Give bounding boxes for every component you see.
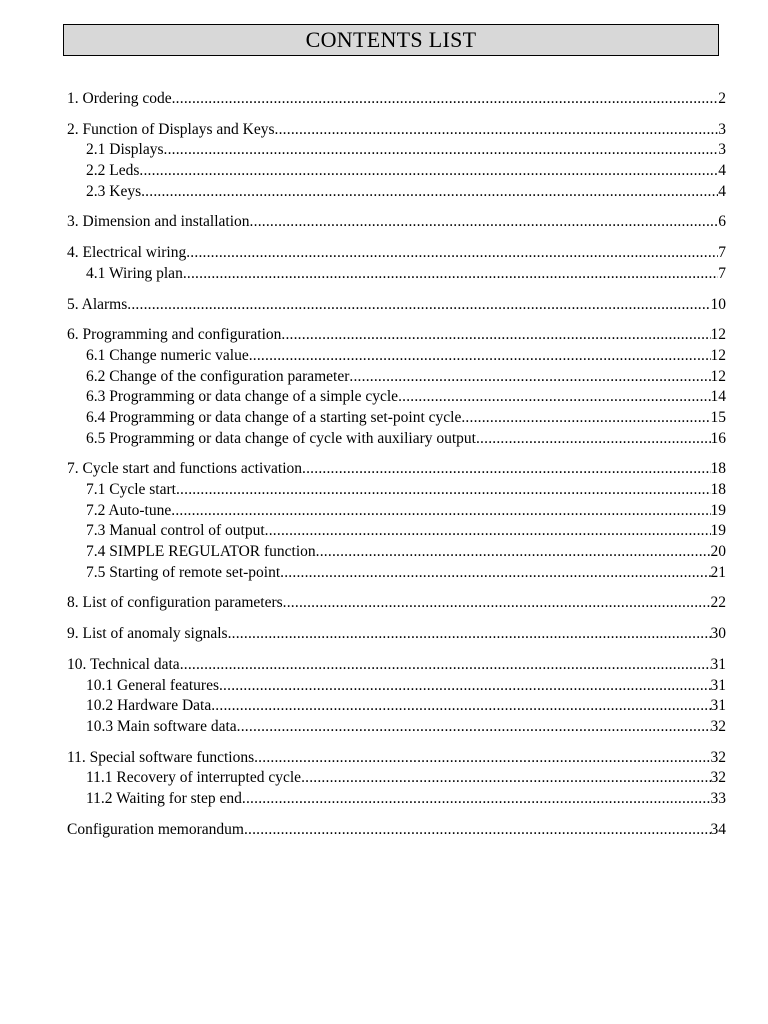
toc-page-number: 18	[710, 460, 726, 478]
toc-entry[interactable]	[67, 655, 726, 676]
toc-entry-label: 6.5 Programming or data change of cycle with auxiliary output	[86, 429, 476, 447]
toc-section	[67, 624, 726, 645]
toc-entry[interactable]	[67, 593, 726, 614]
dot-leader	[172, 89, 719, 110]
toc-page-number: 4	[718, 162, 726, 180]
toc-subentry[interactable]	[67, 264, 726, 285]
toc-section	[67, 243, 726, 284]
dot-leader	[127, 295, 710, 316]
toc-section	[67, 593, 726, 614]
toc-entry-label: 3. Dimension and installation	[67, 213, 250, 231]
toc-entry-label: 6.2 Change of the configuration parameter	[86, 367, 350, 385]
toc-page-number: 15	[710, 408, 726, 426]
dot-leader	[283, 593, 711, 614]
toc-subentry[interactable]	[67, 140, 726, 161]
dot-leader	[250, 212, 719, 233]
toc-page-number: 2	[718, 90, 726, 107]
page-title: CONTENTS LIST	[305, 27, 477, 52]
toc-page-number: 3	[718, 141, 726, 159]
toc-page-number: 19	[710, 522, 726, 540]
toc-page-number: 3	[718, 120, 726, 138]
toc-subentry[interactable]	[67, 717, 726, 738]
toc-subentry[interactable]	[67, 789, 726, 810]
toc-entry-label: 7.4 SIMPLE REGULATOR function	[86, 543, 316, 561]
toc-entry-label: 9. List of anomaly signals	[67, 625, 228, 643]
toc-page-number: 31	[710, 655, 726, 673]
toc-entry[interactable]	[67, 748, 726, 769]
toc-entry[interactable]	[67, 89, 726, 110]
dot-leader	[476, 429, 711, 450]
toc-section	[67, 325, 726, 449]
dot-leader	[176, 480, 711, 501]
toc-entry-label: Configuration memorandum	[67, 820, 244, 838]
toc-page-number: 32	[710, 769, 726, 787]
toc-subentry[interactable]	[67, 696, 726, 717]
dot-leader	[281, 325, 710, 346]
toc-page-number: 21	[710, 563, 726, 581]
toc-subentry[interactable]	[67, 542, 726, 563]
toc-entry-label: 2.3 Keys	[86, 182, 142, 200]
toc-entry-label: 11.2 Waiting for step end	[86, 789, 242, 807]
toc-entry-label: 6.4 Programming or data change of a starting set-point cycle	[86, 408, 462, 426]
toc-page-number: 14	[710, 388, 726, 406]
toc-entry[interactable]	[67, 212, 726, 233]
toc-entry-label: 6. Programming and configuration	[67, 326, 282, 344]
toc-entry-label: 11.1 Recovery of interrupted cycle	[86, 769, 302, 787]
dot-leader	[244, 820, 711, 841]
dot-leader	[302, 459, 710, 480]
toc-section	[67, 748, 726, 810]
dot-leader	[254, 748, 710, 769]
toc-entry[interactable]	[67, 820, 726, 841]
toc-subentry[interactable]	[67, 367, 726, 388]
toc-entry-label: 2.1 Displays	[86, 141, 164, 159]
toc-section	[67, 295, 726, 316]
toc-entry[interactable]	[67, 325, 726, 346]
toc-entry[interactable]	[67, 120, 726, 141]
toc-subentry[interactable]	[67, 501, 726, 522]
toc-page-number: 32	[710, 717, 726, 735]
toc-subentry[interactable]	[67, 387, 726, 408]
dot-leader	[280, 563, 710, 584]
toc-subentry[interactable]	[67, 182, 726, 203]
toc-entry-label: 4.1 Wiring plan	[86, 264, 183, 282]
dot-leader	[164, 140, 719, 161]
dot-leader	[171, 501, 710, 522]
toc-page-number: 18	[710, 481, 726, 498]
toc-section	[67, 655, 726, 738]
toc-page-number: 32	[710, 748, 726, 766]
toc-section	[67, 212, 726, 233]
toc-entry-label: 7.3 Manual control of output	[86, 522, 265, 540]
dot-leader	[219, 676, 711, 697]
toc-entry[interactable]	[67, 295, 726, 316]
toc-page-number: 7	[718, 244, 726, 262]
dot-leader	[349, 367, 710, 388]
toc-page-number: 10	[710, 295, 726, 313]
toc-entry-label: 10.2 Hardware Data	[86, 697, 212, 715]
toc-entry-label: 7.1 Cycle start	[86, 481, 176, 498]
toc-page-number: 33	[710, 789, 726, 807]
toc-entry-label: 4. Electrical wiring	[67, 244, 187, 262]
toc-section	[67, 120, 726, 203]
toc-page-number: 12	[710, 367, 726, 385]
toc-subentry[interactable]	[67, 161, 726, 182]
dot-leader	[316, 542, 711, 563]
toc-entry-label: 8. List of configuration parameters	[67, 594, 283, 612]
toc-subentry[interactable]	[67, 563, 726, 584]
dot-leader	[265, 521, 711, 542]
toc-entry-label: 1. Ordering code	[67, 90, 172, 107]
dot-leader	[183, 264, 718, 285]
toc-entry[interactable]	[67, 624, 726, 645]
toc-page-number: 16	[710, 429, 726, 447]
toc-subentry[interactable]	[67, 429, 726, 450]
toc-page-number: 31	[710, 676, 726, 694]
dot-leader	[180, 655, 711, 676]
dot-leader	[211, 696, 710, 717]
toc-page-number: 6	[718, 213, 726, 231]
dot-leader	[139, 161, 718, 182]
toc-page-number: 20	[710, 543, 726, 561]
dot-leader	[237, 717, 711, 738]
toc-page-number: 22	[710, 594, 726, 612]
dot-leader	[141, 182, 718, 203]
toc-subentry[interactable]	[67, 676, 726, 697]
toc-entry-label: 2.2 Leds	[86, 162, 140, 180]
dot-leader	[186, 243, 718, 264]
dot-leader	[228, 624, 711, 645]
toc-page-number: 31	[710, 697, 726, 715]
dot-leader	[461, 408, 710, 429]
toc-entry-label: 10. Technical data	[67, 655, 180, 673]
toc-page-number: 4	[718, 182, 726, 200]
dot-leader	[275, 120, 719, 141]
toc-entry-label: 6.1 Change numeric value	[86, 346, 249, 364]
toc-entry[interactable]	[67, 459, 726, 480]
contents-title-box	[63, 24, 719, 56]
toc-section	[67, 820, 726, 841]
toc-page-number: 30	[710, 625, 726, 643]
toc-page-number: 19	[710, 501, 726, 519]
dot-leader	[242, 789, 711, 810]
toc-entry-label: 10.3 Main software data	[86, 717, 237, 735]
toc-subentry[interactable]	[67, 521, 726, 542]
toc-entry-label: 7.5 Starting of remote set-point	[86, 563, 281, 581]
toc-page-number: 12	[710, 326, 726, 344]
toc-entry[interactable]	[67, 243, 726, 264]
toc-page-number: 12	[710, 346, 726, 364]
toc-subentry[interactable]	[67, 408, 726, 429]
toc-page-number: 7	[718, 264, 726, 282]
toc-entry-label: 5. Alarms	[67, 295, 128, 313]
toc-entry-label: 7.2 Auto-tune	[86, 501, 172, 519]
toc-entry-label: 6.3 Programming or data change of a simple cycle	[86, 388, 399, 406]
dot-leader	[398, 387, 710, 408]
toc-section	[67, 459, 726, 583]
toc-entry-label: 11. Special software functions	[67, 748, 255, 766]
dot-leader	[249, 346, 711, 367]
toc-subentry[interactable]	[67, 346, 726, 367]
toc-page-number: 34	[710, 820, 726, 838]
toc-entry-label: 7. Cycle start and functions activation	[67, 460, 303, 478]
dot-leader	[301, 768, 710, 789]
toc-entry-label: 2. Function of Displays and Keys	[67, 120, 275, 138]
toc-entry-label: 10.1 General features	[86, 676, 219, 694]
toc-subentry[interactable]	[67, 768, 726, 789]
toc-section	[67, 89, 726, 110]
toc-subentry[interactable]	[67, 480, 726, 501]
table-of-contents	[67, 89, 726, 850]
